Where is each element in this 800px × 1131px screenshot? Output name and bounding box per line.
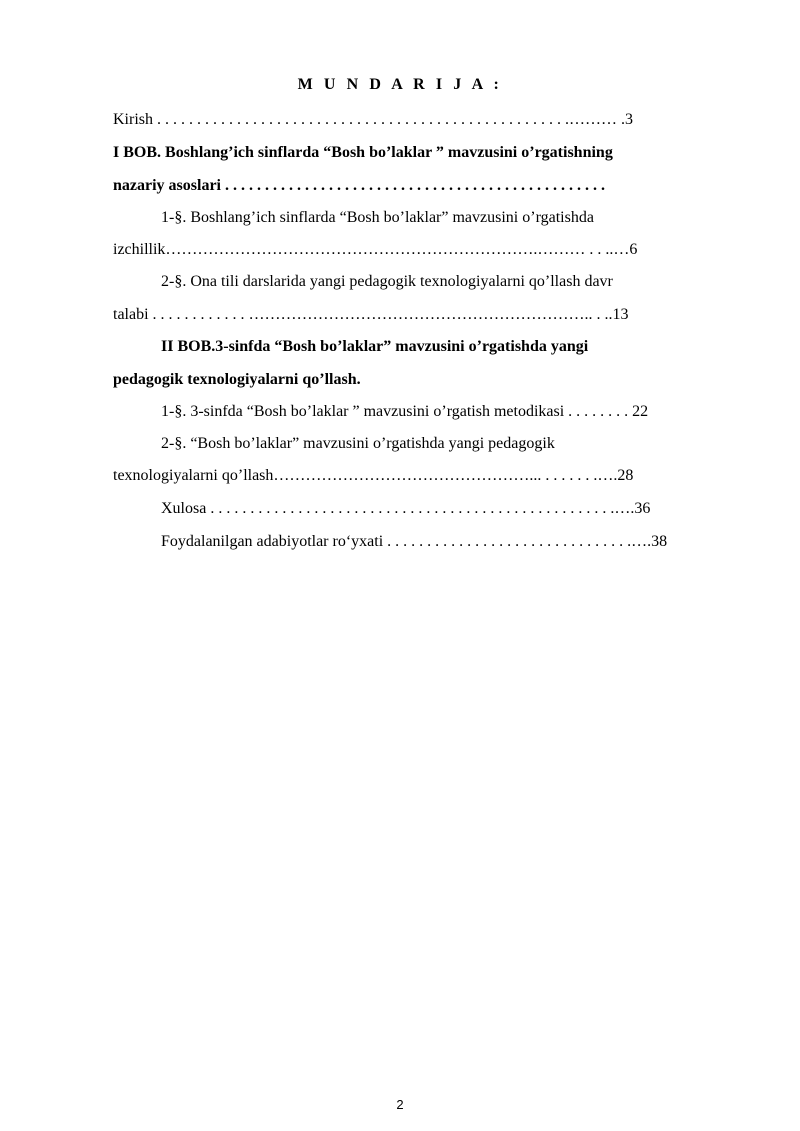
toc-section-1-1: 1-§. Boshlang’ich sinflarda “Bosh bo’laklar” mavzusini o’rgatishda <box>161 209 594 226</box>
toc-chapter-2-heading: II BOB.3-sinfda “Bosh bo’laklar” mavzusini o’rgatishda yangi <box>161 338 589 355</box>
toc-chapter-2-heading-cont: pedagogik texnologiyalarni qo’llash. <box>113 371 361 388</box>
toc-section-1-2-cont: talabi . . . . . . . . . . . . ……………………………………………………….. . ..13 <box>113 306 629 323</box>
page-number: 2 <box>396 1097 404 1112</box>
toc-section-2-2: 2-§. “Bosh bo’laklar” mavzusini o’rgatishda yangi pedagogik <box>161 435 555 452</box>
toc-chapter-1-heading-cont: nazariy asoslari . . . . . . . . . . . . . . . . . . . . . . . . . . . . . . . . . . . . . . . . . . . . . . . . <box>113 177 605 194</box>
toc-entry-kirish: Kirish . . . . . . . . . . . . . . . . . . . . . . . . . . . . . . . . . . . . . . . . . . . . . . . . . . . .……… .3 <box>113 111 633 128</box>
toc-section-1-2: 2-§. Ona tili darslarida yangi pedagogik texnologiyalarni qo’llash davr <box>161 273 613 290</box>
toc-section-1-1-cont: izchillik…………………………………………………………….……… . . ..…6 <box>113 241 638 258</box>
toc-section-2-1: 1-§. 3-sinfda “Bosh bo’laklar ” mavzusini o’rgatish metodikasi . . . . . . . . 22 <box>161 403 649 420</box>
toc-entry-references: Foydalanilgan adabiyotlar ro‘yxati . . . . . . . . . . . . . . . . . . . . . . . . . . . . . . .….38 <box>161 533 668 550</box>
toc-entry-xulosa: Xulosa . . . . . . . . . . . . . . . . . . . . . . . . . . . . . . . . . . . . . . . . . . . . . . . . . . .….36 <box>161 500 651 517</box>
toc-title: M U N D A R I J A : <box>297 76 503 93</box>
toc-chapter-1-heading: I BOB. Boshlang’ich sinflarda “Bosh bo’laklar ” mavzusini o’rgatishning <box>113 144 613 161</box>
toc-section-2-2-cont: texnologiyalarni qo’llash…………………………………………... . . . . . . .….28 <box>113 467 634 484</box>
